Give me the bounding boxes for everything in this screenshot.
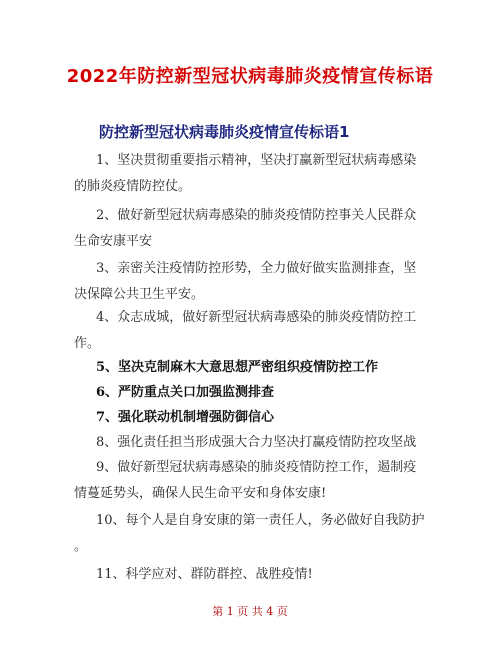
slogan-item-11 xyxy=(74,562,434,588)
slogan-item-9 xyxy=(74,455,434,507)
slogan-item-1 xyxy=(74,148,434,200)
slogan-item-8 xyxy=(74,430,434,456)
slogan-item-7 xyxy=(74,405,434,431)
slogan-line-continued: 决保障公共卫生平安。 xyxy=(74,287,205,302)
slogan-line: 10、每个人是自身安康的第一责任人，务必做好自我防护 xyxy=(96,513,425,528)
slogan-line: 6、严防重点关口加强监测排查 xyxy=(96,385,275,400)
slogan-line: 8、强化责任担当形成强大合力坚决打赢疫情防控攻坚战 xyxy=(96,435,417,450)
slogan-item-2 xyxy=(74,203,434,255)
slogan-item-4 xyxy=(74,305,434,357)
slogan-line: 3、亲密关注疫情防控形势，全力做好做实监测排查，坚 xyxy=(96,261,417,276)
slogan-line: 7、强化联动机制增强防御信心 xyxy=(96,410,275,425)
slogan-line: 11、科学应对、群防群控、战胜疫情! xyxy=(96,567,313,582)
slogan-line-continued: 。 xyxy=(74,539,88,554)
section-title: 防控新型冠状病毒肺炎疫情宣传标语1 xyxy=(99,123,350,141)
slogan-line: 9、做好新型冠状病毒感染的肺炎疫情防控工作，遏制疫 xyxy=(96,460,417,475)
slogan-line-continued: 的肺炎疫情防控仗。 xyxy=(74,179,192,194)
document-title: 2022年防控新型冠状病毒肺炎疫情宣传标语 xyxy=(66,66,434,87)
slogan-line-continued: 情蔓延势头，确保人民生命平安和身体安康! xyxy=(74,486,327,501)
slogan-item-6 xyxy=(74,380,434,406)
slogan-item-5 xyxy=(74,355,434,381)
slogan-item-10 xyxy=(74,508,434,560)
slogan-line-continued: 生命安康平安 xyxy=(74,234,153,249)
page-indicator: 第 1 页 共 4 页 xyxy=(212,605,288,618)
slogan-line: 5、坚决克制麻木大意思想严密组织疫情防控工作 xyxy=(96,360,379,375)
slogan-line: 1、坚决贯彻重要指示精神，坚决打赢新型冠状病毒感染 xyxy=(96,153,417,168)
slogan-line: 4、众志成城，做好新型冠状病毒感染的肺炎疫情防控工 xyxy=(96,310,417,325)
slogan-line-continued: 作。 xyxy=(74,336,101,351)
slogan-item-3 xyxy=(74,256,434,308)
slogan-line: 2、做好新型冠状病毒感染的肺炎疫情防控事关人民群众 xyxy=(96,208,417,223)
